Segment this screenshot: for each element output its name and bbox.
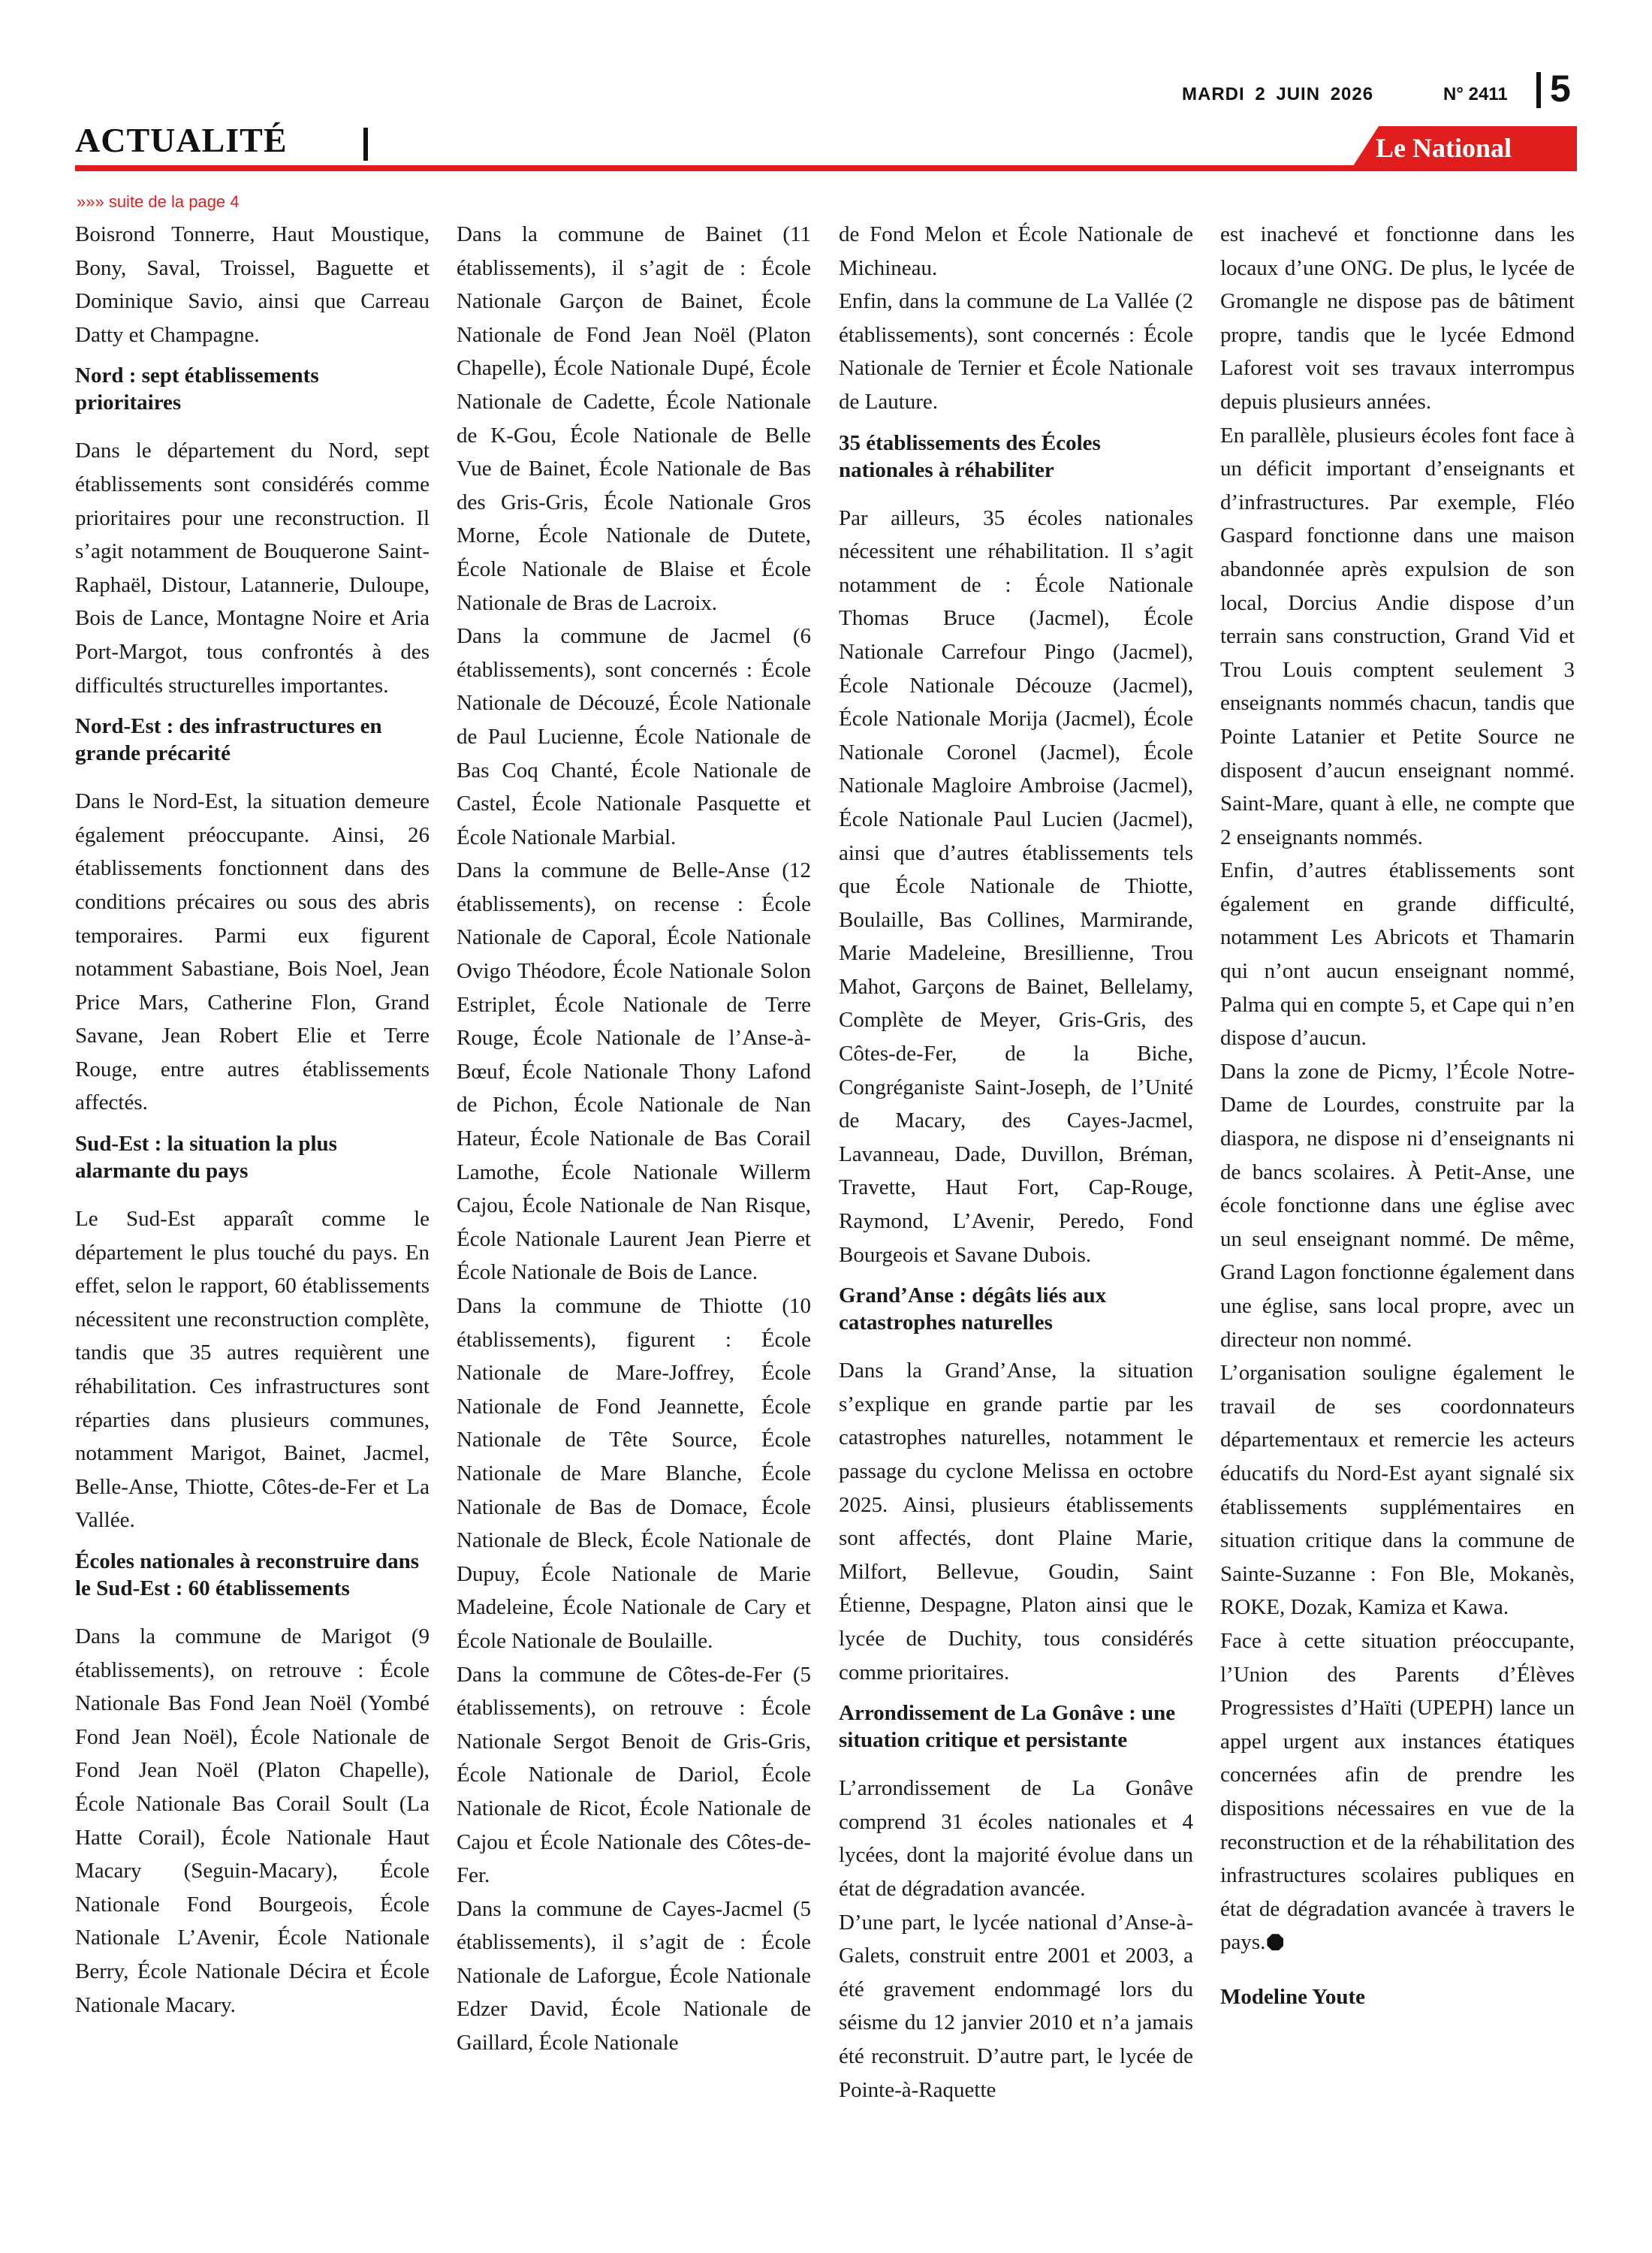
section-title: ACTUALITÉ: [75, 121, 288, 159]
paragraph: L’organisation souligne également le travail de ses coordonnateurs départementaux et remercie les acteurs éducatifs du Nord-Est ayant signalé six établissements supplémentaires en situation critique dans la commune de Sainte-Suzanne : Fon Ble, Mokanès, ROKE, Dozak, Kamiza et Kawa.: [1220, 1361, 1575, 1620]
article-column-4: [1220, 218, 1575, 2013]
subheading: Sud-Est : la situation la plus alarmante du pays: [75, 1132, 337, 1184]
subheading: Arrondissement de La Gonâve : une situation critique et persistante: [839, 1701, 1176, 1753]
paragraph: Par ailleurs, 35 écoles nationales nécessitent une réhabilitation. Il s’agit notamment de : École Nationale Thomas Bruce (Jacmel), École Nationale Carrefour Pingo (Jacmel), École Nationale Découze (Jacmel), École Nationale Morija (Jacmel), École Nationale Coronel (Jacmel), École Nationale Magloire Ambroise (Jacmel), École Nationale Paul Lucien (Jacmel), ainsi que d’autres établissements tels que École Nationale de Thiotte, Boulaille, Bas Collines, Marmirande, Marie Madeleine, Bresillienne, Trou Mahot, Garçons de Bainet, Bellelamy, Complète de Meyer, Gris-Gris, des Côtes-de-Fer, de la Biche, Congréganiste Saint-Joseph, de l’Unité de Macary, des Cayes-Jacmel, Lavanneau, Dade, Duvillon, Bréman, Travette, Haut Fort, Cap-Rouge, Raymond, L’Avenir, Peredo, Fond Bourgeois et Savane Dubois.: [839, 505, 1193, 1267]
paragraph: Dans la commune de Belle-Anse (12 établissements), on recense : École Nationale de Caporal, École Nationale Ovigo Théodore, École Nationale Solon Estriplet, École Nationale de Terre Rouge, École Nationale de l’Anse-à-Bœuf, École Nationale Thony Lafond de Pichon, École Nationale de Nan Hateur, École Nationale de Bas Corail Lamothe, École Nationale Willerm Cajou, École Nationale de Nan Risque, École Nationale Laurent Jean Pierre et École Nationale de Bois de Lance.: [457, 858, 811, 1285]
paragraph: En parallèle, plusieurs écoles font face à un déficit important d’enseignants et d’infrastructures. Par exemple, Fléo Gaspard fonctionne dans une maison abandonnée après expulsion de son local, Dorcius Andie dispose d’un terrain sans construction, Grand Vid et Trou Louis comptent seulement 3 enseignants nommés chacun, tandis que Pointe Latanier et Petite Source ne disposent d’aucun enseignant nommé. Saint-Mare, quant à elle, ne compte que 2 enseignants nommés.: [1220, 423, 1575, 849]
issue-date: MARDI 2 JUIN 2026: [1182, 84, 1374, 104]
paragraph: D’une part, le lycée national d’Anse-à-Galets, construit entre 2001 et 2003, a été gravement endommagé lors du séisme du 12 janvier 2010 et n’a jamais été reconstruit. D’autre part, le lycée de Pointe-à-Raquette: [839, 1910, 1193, 2102]
subheading: Nord : sept établissements prioritaires: [75, 363, 319, 415]
subheading: Grand’Anse : dégâts liés aux catastrophes naturelles: [839, 1283, 1107, 1335]
paragraph: Boisrond Tonnerre, Haut Moustique, Bony, Saval, Troissel, Baguette et Dominique Savio, ainsi que Carreau Datty et Champagne.: [75, 222, 430, 347]
paragraph: Dans le département du Nord, sept établissements sont considérés comme prioritaires pour une reconstruction. Il s’agit notamment de Bouquerone Saint-Raphaël, Distour, Latannerie, Duloupe, Bois de Lance, Montagne Noire et Aria Port-Margot, tous confrontés à des difficultés structurelles importantes.: [75, 439, 430, 698]
paragraph: Dans la commune de Cayes-Jacmel (5 établissements), il s’agit de : École Nationale de Laforgue, École Nationale Edzer David, École Nationale de Gaillard, École Nationale: [457, 1896, 811, 2055]
paragraph: Dans la commune de Côtes-de-Fer (5 établissements), on retrouve : École Nationale Sergot Benoit de Gris-Gris, École Nationale de Dariol, École Nationale de Ricot, École Nationale de Cajou et École Nationale des Côtes-de-Fer.: [457, 1662, 811, 1888]
subheading: Écoles nationales à reconstruire dans le Sud-Est : 60 établissements: [75, 1549, 420, 1600]
end-of-article-icon: [1267, 1934, 1283, 1950]
continuation-note: »»» suite de la page 4: [77, 192, 240, 211]
issue-number: N° 2411: [1443, 84, 1508, 104]
paragraph: est inachevé et fonctionne dans les locaux d’une ONG. De plus, le lycée de Gromangle ne dispose pas de bâtiment propre, tandis que le lycée Edmond Laforest voit ses travaux interrompus depuis plusieurs années.: [1220, 222, 1575, 414]
author-byline: Modeline Youte: [1220, 1984, 1366, 2009]
article-column-2: [457, 218, 811, 2060]
article-column-3: [839, 218, 1193, 2107]
paragraph: Dans la commune de Marigot (9 établissements), on retrouve : École Nationale Bas Fond Jean Noël (Yombé Fond Jean Noël), École Nationale de Fond Jean Noël (Platon Chapelle), École Nationale Bas Corail Soult (La Hatte Corail), École Nationale Haut Macary (Seguin-Macary), École Nationale Fond Bourgeois, École Nationale L’Avenir, École Nationale Berry, École Nationale Décira et École Nationale Macary.: [75, 1624, 430, 2017]
paragraph: L’arrondissement de La Gonâve comprend 31 écoles nationales et 4 lycées, dont la majorité évolue dans un état de dégradation avancée.: [839, 1776, 1193, 1901]
paragraph: Dans la commune de Thiotte (10 établissements), figurent : École Nationale de Mare-Joffrey, École Nationale de Fond Jeannette, École Nationale de Tête Source, École Nationale de Mare Blanche, École Nationale de Bas de Domace, École Nationale de Bleck, École Nationale de Dupuy, École Nationale de Marie Madeleine, École Nationale de Cary et École Nationale de Boulaille.: [457, 1294, 811, 1653]
paragraph: Dans la Grand’Anse, la situation s’explique en grande partie par les catastrophes naturelles, notamment le passage du cyclone Melissa en octobre 2025. Ainsi, plusieurs établissements sont affectés, dont Plaine Marie, Milfort, Bellevue, Goudin, Saint Étienne, Despagne, Platon ainsi que le lycée de Duchity, tous considérés comme prioritaires.: [839, 1359, 1193, 1684]
closing-paragraph: [1220, 1624, 1575, 1959]
header-divider: [1536, 72, 1541, 108]
paragraph: de Fond Melon et École Nationale de Michineau.: [839, 222, 1193, 280]
subheading: 35 établissements des Écoles nationales à réhabiliter: [839, 430, 1101, 482]
newspaper-name: Le National: [1376, 133, 1512, 163]
paragraph: Dans le Nord-Est, la situation demeure également préoccupante. Ainsi, 26 établissements fonctionnent dans des conditions précaires ou sous des abris temporaires. Parmi eux figurent notamment Sabastiane, Bois Noel, Jean Price Mars, Catherine Flon, Grand Savane, Jean Robert Elie et Terre Rouge, entre autres établissements affectés.: [75, 789, 430, 1115]
paragraph-text: Face à cette situation préoccupante, l’Union des Parents d’Élèves Progressistes d’Haïti (UPEPH) lance un appel urgent aux instances étatiques concernées afin de prendre les dispositions nécessaires en vue de la reconstruction et de la réhabilitation des infrastructures scolaires publiques en état de dégradation avancée à travers le pays.: [1220, 1628, 1575, 1955]
paragraph: Le Sud-Est apparaît comme le département le plus touché du pays. En effet, selon le rapport, 60 établissements nécessitent une reconstruction complète, tandis que 35 autres requièrent une réhabilitation. Ces infrastructures sont réparties dans plusieurs communes, notamment Marigot, Bainet, Jacmel, Belle-Anse, Thiotte, Côtes-de-Fer et La Vallée.: [75, 1207, 430, 1533]
page-number: 5: [1550, 68, 1571, 110]
paragraph: Dans la commune de Jacmel (6 établissements), sont concernés : École Nationale de Découzé, École Nationale de Paul Lucienne, École Nationale de Bas Coq Chanté, École Nationale de Castel, École Nationale Pasquette et École Nationale Marbial.: [457, 624, 811, 849]
header-rule: [75, 165, 1577, 171]
paragraph: Enfin, dans la commune de La Vallée (2 établissements), sont concernés : École Nationale de Ternier et École Nationale de Lauture.: [839, 289, 1193, 414]
section-divider: [363, 128, 368, 161]
paragraph: Dans la commune de Bainet (11 établissements), il s’agit de : École Nationale Garçon de Bainet, École Nationale de Fond Jean Noël (Platon Chapelle), École Nationale Dupé, École Nationale de Cadette, École Nationale de K-Gou, École Nationale de Belle Vue de Bainet, École Nationale de Bas des Gris-Gris, École Nationale Gros Morne, École Nationale de Dutete, École Nationale de Blaise et École Nationale de Bras de Lacroix.: [457, 222, 811, 615]
article-column-1: [75, 218, 430, 2022]
subheading: Nord-Est : des infrastructures en grande précarité: [75, 714, 382, 766]
paragraph: Dans la zone de Picmy, l’École Notre-Dame de Lourdes, construite par la diaspora, ne dispose ni d’enseignants ni de bancs scolaires. À Petit-Anse, une école fonctionne dans une église avec un seul enseignant nommé. De même, Grand Lagon fonctionne également dans une église, sans local propre, avec un directeur non nommé.: [1220, 1059, 1575, 1352]
paragraph: Enfin, d’autres établissements sont également en grande difficulté, notamment Les Abricots et Thamarin qui n’ont aucun enseignant nommé, Palma qui en compte 5, et Cape qui n’en dispose d’aucun.: [1220, 858, 1575, 1051]
